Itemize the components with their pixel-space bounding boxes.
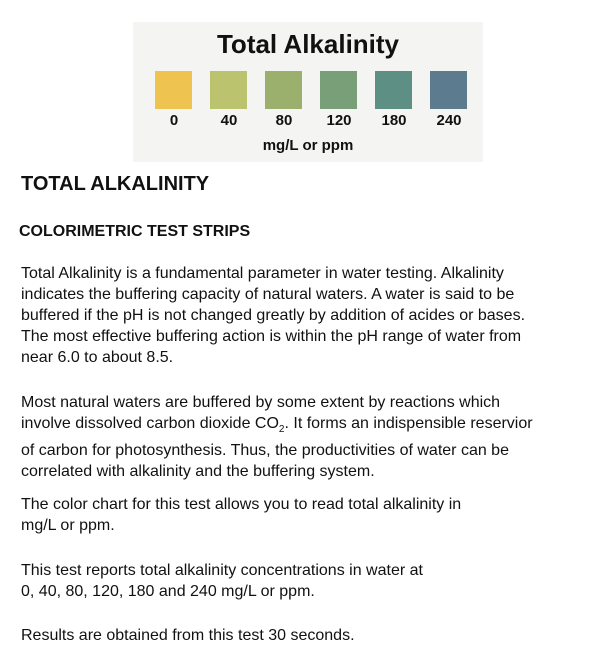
swatch-label-80: 80	[275, 112, 293, 129]
swatch-label-240: 240	[436, 112, 462, 129]
paragraph-line: Results are obtained from this test 30 seconds.	[21, 627, 355, 644]
color-swatch-180	[375, 71, 412, 109]
paragraph-line-tail: . It forms an indispensible reservior	[284, 415, 533, 432]
color-swatch-120	[320, 71, 357, 109]
paragraph-buffering	[21, 392, 533, 482]
paragraph-line: near 6.0 to about 8.5.	[21, 349, 174, 366]
chart-title: Total Alkalinity	[216, 29, 400, 59]
color-chart	[133, 22, 483, 162]
paragraph-color-chart	[21, 494, 461, 536]
color-swatch-240	[430, 71, 467, 109]
paragraph-line: correlated with alkalinity and the buffering system.	[21, 463, 375, 481]
paragraph-line: The color chart for this test allows you to read total alkalinity in	[21, 496, 462, 513]
swatch-label-180: 180	[381, 112, 407, 129]
paragraph-line: Most natural waters are buffered by some extent by reactions which	[21, 394, 501, 411]
paragraph-line: of carbon for photosynthesis. Thus, the productivities of water can be	[21, 442, 509, 460]
paragraph-results	[21, 625, 355, 646]
paragraph-line: mg/L or ppm.	[21, 517, 115, 534]
paragraph-line	[21, 413, 533, 440]
paragraph-concentrations	[21, 560, 423, 602]
co2-text: involve dissolved carbon dioxide CO	[21, 415, 279, 432]
color-swatch-0	[155, 71, 192, 109]
chart-unit: mg/L or ppm	[262, 137, 354, 154]
paragraph-intro	[21, 263, 525, 368]
paragraph-line: The most effective buffering action is within the pH range of water from	[21, 328, 522, 345]
section-subheading: COLORIMETRIC TEST STRIPS	[19, 223, 251, 240]
color-swatch-40	[210, 71, 247, 109]
paragraph-line: buffered if the pH is not changed greatly by addition of acides or bases.	[21, 307, 526, 324]
paragraph-line: 0, 40, 80, 120, 180 and 240 mg/L or ppm.	[21, 583, 315, 600]
paragraph-line: This test reports total alkalinity concentrations in water at	[21, 562, 423, 579]
paragraph-line: Total Alkalinity is a fundamental parameter in water testing. Alkalinity	[21, 265, 504, 282]
swatch-label-40: 40	[220, 112, 238, 129]
paragraph-line: indicates the buffering capacity of natural waters. A water is said to be	[21, 286, 515, 303]
swatch-label-120: 120	[326, 112, 352, 129]
swatch-label-0: 0	[169, 112, 179, 129]
page-heading: TOTAL ALKALINITY	[21, 173, 210, 195]
co2-subscript: 2	[278, 424, 285, 436]
color-swatch-80	[265, 71, 302, 109]
